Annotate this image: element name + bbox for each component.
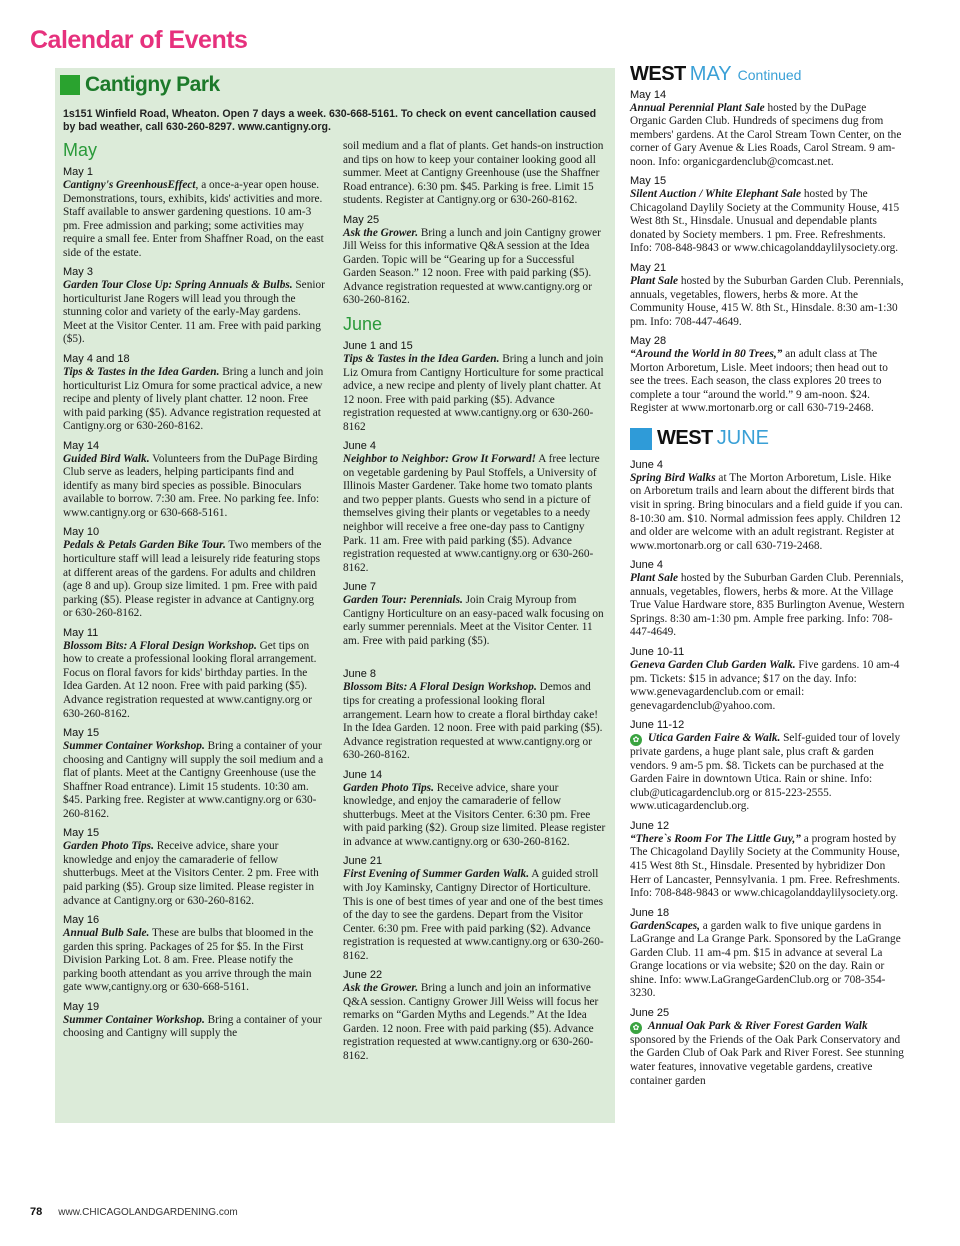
event-body: sponsored by the Friends of the Oak Park Conservatory and the Garden Club of Oak Park and River Forest. See stunning water features, innovative vegetable gardens, creative container garden (630, 1033, 904, 1087)
event-body: Bring a lunch and join horticulturist Liz Omura for some practical advice, a new recipe and plenty of lively plant chatter. 12 noon. Free with paid parking ($5). Advance registration requested at Cantigny.org or 630-260-8162. (63, 366, 324, 433)
flower-badge-icon: ✿ (630, 734, 642, 746)
event-title: Geneva Garden Club Garden Walk. (630, 658, 796, 671)
event-title: Blossom Bits: A Floral Design Workshop. (343, 681, 537, 694)
event-description (630, 188, 905, 256)
event-title: Plant Sale (630, 275, 679, 288)
event-body: Self-guided tour of lovely private gardens, a huge plant sale, plus craft & garden vendors. 9 am-5 pm. $8. Tickets can be purchased at the Garden Faire in downtown Utica. Rain or shine. Info: club@uticagardenclub.org or 815-223-2555. www.uticagardenclub.org. (630, 732, 901, 813)
event-date: May 4 and 18 (63, 353, 130, 366)
region-month: MAY (689, 63, 732, 85)
event-description (343, 353, 607, 434)
event-date: May 15 (63, 727, 100, 740)
west-may-heading (630, 63, 905, 85)
event-date: May 11 (63, 626, 99, 639)
event-title: Garden Photo Tips. (63, 840, 154, 853)
event-description (343, 868, 607, 963)
event-body: Demos and tips for creating a professional looking floral arrangement. Learn how to create a floral birthday cake! In the Idea Garden. 12 noon. Free with paid parking ($5). Advance registration requested at www.cantigny.org or 630-260-8162. (343, 681, 603, 762)
event-date: June 4 (630, 458, 664, 471)
cantigny-park-section (55, 68, 615, 1123)
event-body: hosted by the Suburban Garden Club. Perennials, annuals, vegetables, flowers, herbs & more. At the Community House, 415 W. 8th St., Hinsdale. 8:30 am-1:30 pm. Info: 708-447-4649. (630, 275, 904, 328)
event-description (630, 1020, 905, 1088)
event-description (630, 572, 905, 640)
event-description (630, 732, 905, 814)
continued-label: Continued (737, 67, 802, 83)
event-title: Annual Oak Park & River Forest Garden Walk (648, 1019, 868, 1032)
event-description (63, 279, 325, 347)
event-body: Bring a lunch and join an informative Q&A session. Cantigny Grower Jill Weiss will focus her remarks on “Garden Myths and Legends.” At the Idea Garden. 12 noon. Free with paid parking ($5). Advance registration requested at www.cantigny.org or 630-260-8162. (343, 982, 599, 1062)
flower-badge-icon: ✿ (630, 1022, 642, 1034)
event-title: Garden Tour: Perennials. (343, 594, 463, 607)
event-title: Annual Perennial Plant Sale (630, 101, 765, 114)
event-date: May 15 (630, 175, 667, 188)
cantigny-column-2 (343, 140, 607, 1064)
event-date: June 4 (343, 440, 377, 453)
region-month: JUNE (716, 427, 770, 450)
blue-square-icon (630, 428, 652, 450)
event-title: Spring Bird Walks (630, 471, 716, 484)
event-list-may-cont (343, 213, 607, 308)
event-body: at The Morton Arboretum, Lisle. Hike on Arboretum trails and learn about the different birds that visit in spring. Bring binoculars and a field guide if you can. 8-10:30 am. $10. Normal admission fees apply. Children 12 and older are welcome with an adult registrant. Register at www.mortonarb.org or call 630-719-2468. (630, 471, 903, 552)
page-title: Calendar of Events (30, 26, 248, 54)
event-title: Neighbor to Neighbor: Grow It Forward! (343, 453, 537, 466)
event-date: May 25 (343, 213, 380, 226)
event-date: May 14 (630, 88, 667, 101)
event-date: June 18 (630, 906, 670, 919)
month-heading-may: May (63, 140, 98, 160)
month-heading-june: June (343, 314, 383, 335)
event-date: May 16 (63, 914, 100, 927)
event-body: Five gardens. 10 am-4 pm. Tickets: $15 in advance; $17 on the day. Info: www.genevagardenclub.com or email: genevagardenclub@yahoo.com. (630, 658, 900, 712)
event-title: Utica Garden Faire & Walk. (648, 732, 781, 745)
event-body: Join Craig Myroup from Cantigny Horticulture on an easy-paced walk focusing on early summer perennials. Meet at the Visitor Center. 11 am. Free with paid parking ($5). (343, 594, 604, 647)
event-body: a program hosted by The Chicagoland Daylily Society at the Community House, 415 West 8th St., Hinsdale. Presented by hybridizer Don Herr of Lancaster, Pennsylvania. 1 pm. Free. Refreshments. Info: 708-848-9843 or www.chicagolanddaylilysociety.org. (630, 832, 900, 900)
event-description (630, 472, 905, 553)
event-title: First Evening of Summer Garden Walk. (343, 868, 530, 881)
event-date: May 14 (63, 439, 100, 452)
event-description (63, 927, 325, 995)
event-continued-text: soil medium and a flat of plants. Get hands-on instruction and tips on how to keep your container looking good all summer. Meet at Cantigny Greenhouse (use the Shaffner Road entrance). 6:30 pm. $45. Parking is free. Limit 15 students. Register at Cantigny.org or 630-260-8162. (343, 140, 604, 207)
event-title: Garden Tour Close Up: Spring Annuals & Bulbs. (63, 279, 293, 292)
event-description (63, 640, 325, 721)
event-date: May 21 (630, 262, 667, 275)
site-url: www.CHICAGOLANDGARDENING.com (58, 1207, 238, 1218)
event-description (63, 539, 325, 620)
west-june-events (630, 458, 905, 1088)
event-description (343, 982, 607, 1063)
cantigny-column-1 (63, 140, 325, 1041)
cantigny-intro: 1s151 Winfield Road, Wheaton. Open 7 days a week. 630-668-5161. To check on event cancellation caused by bad weather, call 630-260-8297. www.cantigny.org. (63, 108, 597, 133)
event-body: Senior horticulturist Jane Rogers will lead you through the stunning color and variety of the early-May gardens. Meet at the Visitor Center. 11 am. Free with paid parking ($5). (63, 279, 325, 346)
footer (30, 1206, 238, 1218)
region-label: WEST (657, 427, 713, 450)
event-date: June 25 (630, 1006, 670, 1019)
event-description (630, 348, 905, 416)
event-body: Two members of the horticulture staff will lead a leisurely ride featuring stops at different areas of the gardens. For adults and children (age 8 and up). Group size limited. 1 pm. Free with paid parking ($5). Please register in advance at Cantigny.org or 630-260-8162. (63, 539, 322, 620)
event-title: Plant Sale (630, 572, 679, 585)
event-body: hosted by the Suburban Garden Club. Perennials, annuals, vegetables, flowers, herbs & more. At the Village True Value Hardware store, 835 Burlington Avenue, Western Springs. 8:30 am-1:30 pm. Ample free parking. Info: 708-447-4649. (630, 572, 905, 639)
cantigny-heading (60, 71, 220, 98)
event-body: These are bulbs that bloomed in the garden this spring. Packages of 25 for $5. In the First Division Parking Lot. 8 am. Free. Please notify the parking booth attendant as you arrive through the main gate www,cantigny.org or 630-668-5161. (63, 927, 314, 994)
event-title: GardenScapes, (630, 919, 700, 932)
event-description (343, 453, 607, 575)
event-title: Ask the Grower. (343, 226, 419, 239)
event-description (63, 366, 325, 434)
event-title: Tips & Tastes in the Idea Garden. (343, 353, 500, 366)
event-body: Get tips on how to create a professional looking floral arrangement. Focus on floral favors for kids' birthday parties. In the Idea Garden. At 12 noon. Free with paid parking ($5). Advance registration requested at www.cantigny.org or 630-260-8162. (63, 639, 317, 720)
event-title: Pedals & Petals Garden Bike Tour. (63, 539, 226, 552)
event-date: June 1 and 15 (343, 340, 413, 353)
event-date: June 21 (343, 855, 383, 868)
event-title: “There`s Room For The Little Guy,” (630, 832, 801, 845)
event-body: Bring a container of your choosing and Cantigny will supply the (63, 1013, 322, 1040)
event-body: a garden walk to five unique gardens in LaGrange and La Grange Park. Sponsored by the LaGrange Garden Club. 11 am-4 pm. $15 in advance at several La Grange locations or via website; $20 on the day. Rain or shine. Info: www.LaGrangeGardenClub.org or 708-354-3230. (630, 919, 901, 1000)
event-description (630, 833, 905, 901)
event-title: “Around the World in 80 Trees,” (630, 348, 783, 361)
event-description (63, 740, 325, 821)
event-date: June 11-12 (630, 719, 685, 732)
event-title: Cantigny's GreenhousEffect (63, 179, 196, 191)
event-body: an adult class at The Morton Arboretum, Lisle. Meet indoors; then head out to see the trees. Each season, the class explores 20 trees to complete a tour “around the world.” 9 am-noon. $24. Register at www.mortonarb.org or call 630-719-2468. (630, 348, 888, 415)
event-date: May 1 (63, 166, 93, 178)
event-date: May 3 (63, 266, 93, 279)
event-description (343, 782, 607, 850)
event-body: hosted by The Chicagoland Daylily Society at the Community House, 415 West 8th St., Hinsdale. Unusual and dependable plants donated by Society members. 1 pm. Free. Refreshments. Info: 708-848-9843 or www.chicagolanddaylilysociety.org. (630, 188, 900, 255)
event-body: Bring a container of your choosing and Cantigny will supply the soil medium and a flat of plants. Meet at the Cantigny Greenhouse (use the Shaffner Road entrance). Limit 15 students. 10:30 am. $45. Parking free. Register at www.cantigny.org or 630-260-8162. (63, 740, 324, 820)
event-title: Tips & Tastes in the Idea Garden. (63, 366, 220, 379)
event-description (630, 920, 905, 1001)
page-number: 78 (30, 1206, 43, 1218)
event-body: A free lecture on vegetable gardening by Paul Stoffels, a University of Illinois Master Gardener. Take home two tomato plants and two pepper plants. Guests who send in a picture of themselves giving their plants or vegetables to a needy neighbor will receive a free one-day pass to Cantigny Park. 11 am. Free with paid parking ($5). Advance registration requested at www.cantigny.org or 630-260-8162. (343, 453, 600, 574)
event-description (343, 227, 607, 308)
event-body: Bring a lunch and join Cantigny grower Jill Weiss for this informative Q&A session at the Idea Garden. Topic will be “Gearing up for a Successful Garden Season.” 12 noon. Free with paid parking ($5). Advance registration requested at www.cantigny.org or 630-260-8162. (343, 226, 601, 307)
event-description (343, 594, 607, 648)
event-description (630, 102, 905, 170)
west-may-events (630, 88, 905, 416)
event-date: May 10 (63, 526, 100, 539)
event-title: Ask the Grower. (343, 982, 419, 995)
event-date: June 12 (630, 819, 670, 832)
event-date: June 14 (343, 768, 383, 781)
event-title: Silent Auction / White Elephant Sale (630, 188, 802, 201)
region-label: WEST (630, 63, 686, 85)
event-title: Blossom Bits: A Floral Design Workshop. (63, 639, 257, 652)
green-square-icon (60, 75, 80, 95)
event-description (63, 840, 325, 908)
event-description (630, 275, 905, 329)
event-body: Bring a lunch and join Liz Omura from Cantigny Horticulture for some practical advice, a new recipe and plenty of lively plant chatter. At 12 noon. Free with paid parking ($5). Advance registration requested at www.cantigny.org or 630-260-8162 (343, 353, 604, 433)
event-body: hosted by the DuPage Organic Garden Club. Hundreds of specimens dug from members' gardens. At the Carol Stream Town Center, on the corner of Gary Avenue & Lies Roads, Carol Stream. 9 am-noon. Info: organicgardenclub@comcast.net. (630, 101, 902, 168)
cantigny-title: Cantigny Park (85, 72, 220, 96)
event-body: Volunteers from the DuPage Birding Club serve as leaders, helping participants find and identify as many bird species as possible. Binoculars available to borrow. 7:30 am. Free. No parking fee. Info: www.cantigny.org or 630-668-5161. (63, 452, 320, 519)
event-description (343, 681, 607, 762)
event-title: Annual Bulb Sale. (63, 927, 150, 940)
west-column (630, 63, 905, 1088)
event-title: Guided Bird Walk. (63, 452, 150, 465)
event-description (63, 453, 325, 521)
event-date: June 4 (630, 559, 664, 572)
event-title: Summer Container Workshop. (63, 1013, 205, 1026)
west-june-heading (630, 428, 905, 450)
event-body: Receive advice, share your knowledge and enjoy the camaraderie of fellow shutterbugs. Meet at the Visitors Center. 2 pm. Free with paid parking ($5). Group size limited. Please register in advance at Cantigny.org or 630-260-8162. (63, 840, 319, 907)
event-title: Summer Container Workshop. (63, 740, 205, 753)
event-list-may (63, 165, 325, 1041)
event-date: June 7 (343, 581, 377, 594)
event-list-june (343, 339, 607, 1064)
event-date: June 8 (343, 668, 377, 681)
event-date: May 15 (63, 827, 100, 840)
event-description (630, 659, 905, 713)
event-date: May 19 (63, 1000, 100, 1013)
event-description (63, 1014, 325, 1041)
event-body: Receive advice, share your knowledge, and enjoy the camaraderie of fellow shutterbugs. Meet at the Visitors Center. 6:30 pm. Free with paid parking ($2). Group size limited. Please register in advance at www.cantigny.org or 630-260-8162. (343, 781, 606, 848)
event-body: A guided stroll with Joy Kaminsky, Cantigny Director of Horticulture. This is one of best times of year and one of the best times of the day to see the gardens. Depart from the Visitor Center. 6:30 pm. Free with paid parking ($2). Advance registration is requested at www.cantigny.org or 630-260-8162. (343, 868, 604, 962)
event-body: , a once-a-year open house. Demonstrations, tours, exhibits, kids' activities and more. Staff available to answer gardening questions. 10 am-3 pm. Free admission and parking; some activities may require a small fee. Enter from Shaffner Road, on the east side of the estate. (63, 179, 324, 259)
event-date: June 22 (343, 969, 383, 982)
event-description (63, 179, 325, 260)
event-title: Garden Photo Tips. (343, 781, 434, 794)
event-date: June 10-11 (630, 645, 685, 658)
event-date: May 28 (630, 335, 667, 348)
